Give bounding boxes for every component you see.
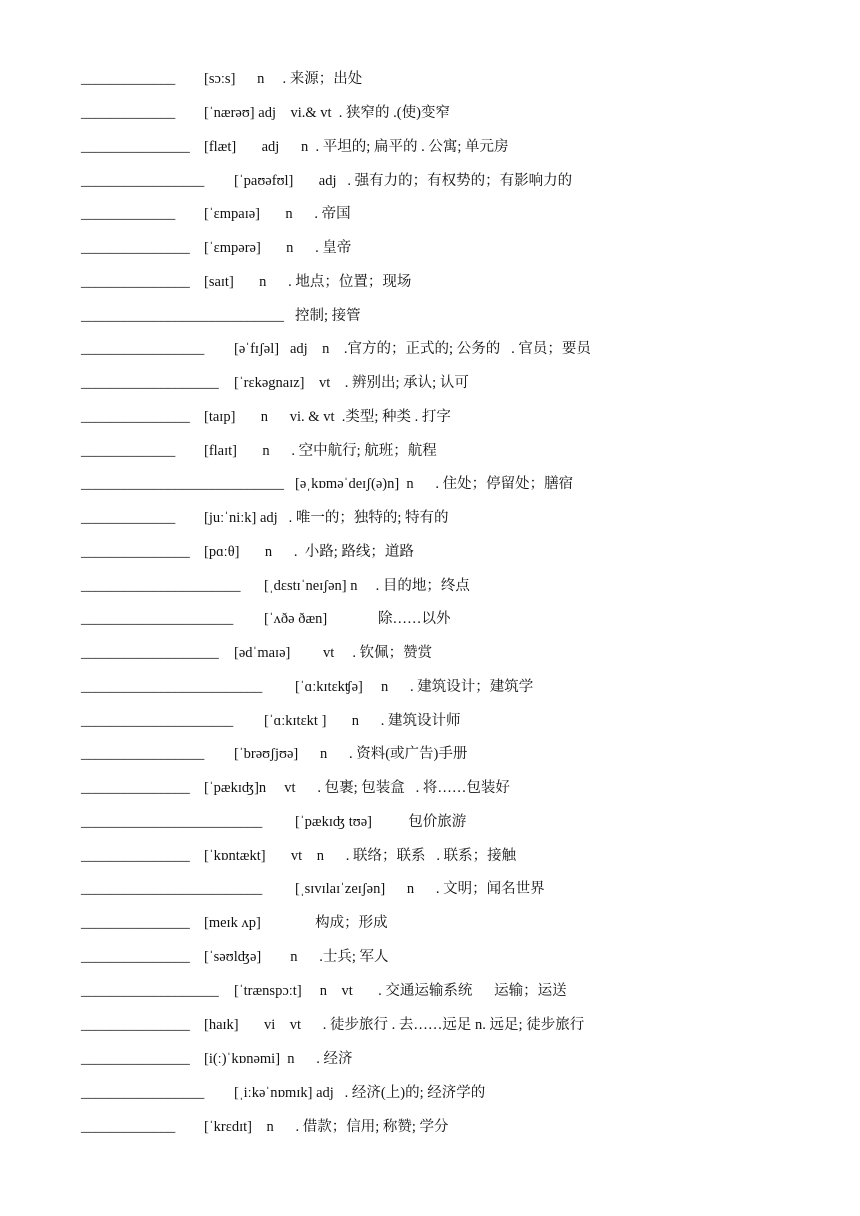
answer-blank: _______________ [81, 848, 190, 864]
vocab-entry [81, 136, 840, 158]
answer-blank: ___________________ [81, 645, 219, 661]
answer-blank: _________________________ [81, 814, 263, 830]
vocab-definition: [ˌsɪvɪlaɪˈzeɪʃən] n . 文明；闻名世界 [295, 881, 545, 897]
vocab-definition: [taɪp] n vi. & vt .类型; 种类 . 打字 [204, 409, 451, 425]
answer-blank: _________________________ [81, 679, 263, 695]
answer-blank: _____________________ [81, 611, 234, 627]
answer-blank: _______________ [81, 780, 190, 796]
vocab-definition: [ˈpækɪʤ]n vt . 包裹; 包装盒 . 将……包装好 [204, 780, 510, 796]
answer-blank: _______________ [81, 240, 190, 256]
answer-blank: _____________ [81, 105, 176, 121]
answer-blank: ___________________ [81, 983, 219, 999]
answer-blank: ____________________________ [81, 308, 284, 324]
vocab-definition: [ˈrɛkəgnaɪz] vt . 辨别出; 承认; 认可 [234, 375, 469, 391]
vocab-definition: [i(ː)ˈkɒnəmi] n . 经济 [204, 1051, 353, 1067]
vocab-definition: [ˈɑːkɪtɛkt ] n . 建筑设计师 [264, 713, 461, 729]
vocab-definition: [ədˈmaɪə] vt . 钦佩；赞赏 [234, 645, 433, 661]
vocab-definition: [ˈɛmpərə] n . 皇帝 [204, 240, 352, 256]
answer-blank: _________________________ [81, 881, 263, 897]
vocab-definition: [əˌkɒməˈdeɪʃ(ə)n] n . 住处；停留处；膳宿 [295, 476, 574, 492]
answer-blank: _______________ [81, 544, 190, 560]
vocab-entry [81, 541, 840, 563]
vocab-entry [81, 237, 840, 259]
answer-blank: _________________ [81, 1085, 205, 1101]
answer-blank: _______________ [81, 1051, 190, 1067]
vocab-entry [81, 305, 840, 327]
answer-blank: _______________ [81, 949, 190, 965]
answer-blank: _____________ [81, 510, 176, 526]
vocab-entry [81, 676, 840, 698]
vocab-definition: [sɔːs] n . 来源；出处 [204, 71, 363, 87]
vocab-entry [81, 440, 840, 462]
vocab-entry [81, 811, 840, 833]
answer-blank: _______________ [81, 915, 190, 931]
answer-blank: _____________________ [81, 713, 234, 729]
answer-blank: ___________________ [81, 375, 219, 391]
answer-blank: _________________ [81, 341, 205, 357]
vocab-entry [81, 170, 840, 192]
vocab-entry [81, 473, 840, 495]
vocab-definition: [ˈɛmpaɪə] n . 帝国 [204, 206, 351, 222]
vocab-definition: [flaɪt] n . 空中航行; 航班；航程 [204, 443, 437, 459]
vocab-definition: [pɑːθ] n . 小路; 路线；道路 [204, 544, 414, 560]
answer-blank: ____________________________ [81, 476, 284, 492]
vocab-definition: [ˈɑːkɪtɛkʧə] n . 建筑设计；建筑学 [295, 679, 534, 695]
vocab-entry [81, 1014, 840, 1036]
vocab-entry [81, 68, 840, 90]
vocab-definition: [ˈnærəʊ] adj vi.& vt . 狭窄的 .(使)变窄 [204, 105, 450, 121]
answer-blank: ______________________ [81, 578, 241, 594]
answer-blank: _______________ [81, 139, 190, 155]
answer-blank: _________________ [81, 173, 205, 189]
vocab-entry [81, 642, 840, 664]
vocab-entry [81, 777, 840, 799]
vocab-entry [81, 743, 840, 765]
vocab-entry [81, 946, 840, 968]
vocab-definition: [ˈpaʊəfʊl] adj . 强有力的；有权势的；有影响力的 [234, 173, 573, 189]
vocab-entry [81, 878, 840, 900]
vocab-definition: [juːˈniːk] adj . 唯一的；独特的; 特有的 [204, 510, 449, 526]
vocab-entry [81, 507, 840, 529]
vocab-definition: 控制; 接管 [295, 308, 361, 324]
vocab-entry [81, 912, 840, 934]
answer-blank: _______________ [81, 274, 190, 290]
vocab-definition: [ˈkrɛdɪt] n . 借款；信用; 称赞; 学分 [204, 1119, 449, 1135]
answer-blank: _____________ [81, 71, 176, 87]
answer-blank: _____________ [81, 443, 176, 459]
vocab-definition: [ˌdɛstɪˈneɪʃən] n . 目的地；终点 [264, 578, 470, 594]
vocab-definition: [flæt] adj n . 平坦的; 扁平的 . 公寓; 单元房 [204, 139, 509, 155]
answer-blank: _______________ [81, 1017, 190, 1033]
answer-blank: _____________ [81, 206, 176, 222]
vocab-entry [81, 710, 840, 732]
vocab-entry [81, 406, 840, 428]
vocab-entry [81, 575, 840, 597]
vocab-entry [81, 102, 840, 124]
vocab-definition: [haɪk] vi vt . 徒步旅行 . 去……远足 n. 远足; 徒步旅行 [204, 1017, 585, 1033]
vocab-definition: [saɪt] n . 地点；位置；现场 [204, 274, 412, 290]
vocab-definition: [meɪk ʌp] 构成；形成 [204, 915, 388, 931]
vocab-definition: [ˈtrænspɔːt] n vt . 交通运输系统 运输；运送 [234, 983, 567, 999]
vocab-definition: [ˈkɒntækt] vt n . 联络；联系 . 联系；接触 [204, 848, 517, 864]
answer-blank: _________________ [81, 746, 205, 762]
vocab-definition: [ˌiːkəˈnɒmɪk] adj . 经济(上)的; 经济学的 [234, 1085, 486, 1101]
vocab-definition: [ˈsəʊlʤə] n .士兵; 军人 [204, 949, 389, 965]
answer-blank: _______________ [81, 409, 190, 425]
vocab-entry [81, 1082, 840, 1104]
vocab-definition: [ˈʌðə ðæn] 除……以外 [264, 611, 451, 627]
answer-blank: _____________ [81, 1119, 176, 1135]
vocab-entry [81, 271, 840, 293]
vocab-entry [81, 338, 840, 360]
vocab-entry [81, 845, 840, 867]
vocab-entry [81, 372, 840, 394]
vocab-definition: [ˈpækɪʤ tʊə] 包价旅游 [295, 814, 467, 830]
vocab-definition: [ˈbrəʊʃjʊə] n . 资料(或广告)手册 [234, 746, 468, 762]
vocab-definition: [əˈfɪʃəl] adj n .官方的；正式的; 公务的 . 官员；要员 [234, 341, 591, 357]
vocab-entry [81, 1048, 840, 1070]
vocab-entry [81, 1116, 840, 1138]
vocab-entry [81, 980, 840, 1002]
vocab-entry [81, 203, 840, 225]
vocab-entry [81, 608, 840, 630]
